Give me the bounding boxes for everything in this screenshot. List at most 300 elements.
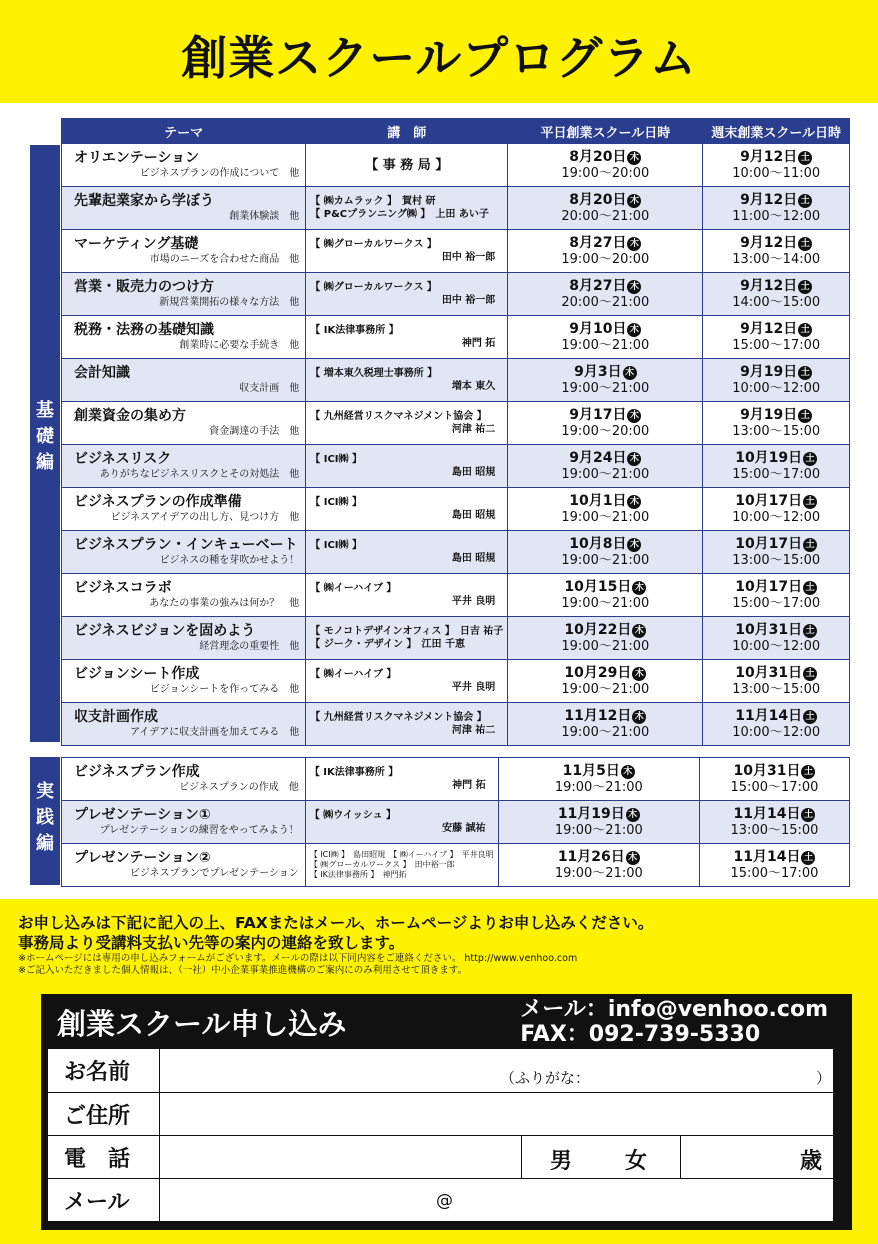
weekday-date: 10月22日 xyxy=(564,621,632,638)
weekday-cell xyxy=(508,445,703,488)
instructor-org: 【 九州経営リスクマネジメント協会 】 xyxy=(310,411,487,422)
theme-subtitle: ビジネスプランの作成 他 xyxy=(179,782,299,793)
weekend-cell xyxy=(703,574,850,617)
saturday-badge-icon: 土 xyxy=(801,851,815,865)
theme-cell xyxy=(62,445,306,488)
weekday-date: 8月27日 xyxy=(569,234,627,251)
weekend-time: 13:00～15:00 xyxy=(730,822,819,838)
weekend-cell xyxy=(703,144,850,187)
table-row xyxy=(62,660,850,703)
section-label-practice-char: 実 xyxy=(36,781,54,802)
theme-title: ビジネスプラン作成 xyxy=(74,764,200,780)
theme-title: 創業資金の集め方 xyxy=(74,408,186,424)
weekday-time: 20:00～21:00 xyxy=(561,208,650,224)
notice xyxy=(18,913,868,977)
weekend-cell xyxy=(699,844,849,887)
weekend-cell xyxy=(703,445,850,488)
theme-cell xyxy=(62,273,306,316)
weekend-time: 13:00～15:00 xyxy=(732,681,821,697)
name-label: お名前 xyxy=(48,1049,160,1092)
theme-cell xyxy=(62,531,306,574)
notice-line-1: お申し込みは下記に記入の上、FAXまたはメール、ホームページよりお申し込みください。 xyxy=(18,914,654,932)
instructor-cell xyxy=(306,531,508,574)
furigana-label: （ふりがな： xyxy=(500,1069,591,1087)
theme-subtitle: 収支計画 他 xyxy=(239,383,300,394)
weekend-date: 10月17日 xyxy=(735,578,803,595)
weekend-date: 9月19日 xyxy=(740,406,798,423)
instructor-cell xyxy=(306,230,508,273)
instructor-org: 【 ㈱カムラック 】 賀村 研 xyxy=(310,196,436,207)
table-row xyxy=(62,187,850,230)
weekend-date: 11月14日 xyxy=(733,805,801,822)
thursday-badge-icon: 木 xyxy=(627,194,641,208)
instructor-cell xyxy=(306,402,508,445)
instructor-org: 【 ICI㈱ 】 xyxy=(310,497,363,508)
theme-title: 収支計画作成 xyxy=(74,709,158,725)
thursday-badge-icon: 木 xyxy=(627,495,641,509)
theme-title: 営業・販売力のつけ方 xyxy=(74,279,214,295)
age-label: 歳 xyxy=(800,1149,823,1174)
weekend-cell xyxy=(703,187,850,230)
form-grid xyxy=(47,1048,834,1222)
saturday-badge-icon: 土 xyxy=(801,808,815,822)
weekday-cell xyxy=(508,230,703,273)
address-field[interactable] xyxy=(162,1093,832,1135)
weekday-date: 9月17日 xyxy=(569,406,627,423)
theme-cell xyxy=(62,844,306,887)
saturday-badge-icon: 土 xyxy=(798,409,812,423)
instructor-cell xyxy=(306,445,508,488)
saturday-badge-icon: 土 xyxy=(803,452,817,466)
theme-title: マーケティング基礎 xyxy=(74,236,199,252)
thursday-badge-icon: 木 xyxy=(627,452,641,466)
saturday-badge-icon: 土 xyxy=(803,581,817,595)
notice-line-3: ※ホームページには専用の申し込みフォームがございます。メールの際は以下同内容をご連絡ください。 http://www.venhoo.com xyxy=(18,953,578,964)
weekend-cell xyxy=(703,359,850,402)
instructor-org: 【 ㈱イーハイブ 】 xyxy=(310,669,397,680)
name-field[interactable] xyxy=(162,1049,832,1092)
section-label-practice xyxy=(30,757,60,885)
notice-line-2: 事務局より受講料支払い先等の案内の連絡を致します。 xyxy=(18,934,405,952)
instructor-name: 田中 裕一郎 xyxy=(441,252,496,263)
instructor-name: 増本 東久 xyxy=(451,381,496,392)
theme-cell xyxy=(62,144,306,187)
phone-field[interactable] xyxy=(162,1136,520,1178)
theme-cell xyxy=(62,758,306,801)
weekday-date: 8月20日 xyxy=(569,148,627,165)
notice-line-4: ※ご記入いただきました個人情報は、（一社）中小企業事業推進機構のご案内にのみ利用させて頂きます。 xyxy=(18,965,467,976)
weekend-date: 10月17日 xyxy=(735,535,803,552)
form-row-email xyxy=(48,1178,833,1222)
weekday-time: 19:00～21:00 xyxy=(554,779,643,795)
form-row-phone xyxy=(48,1135,833,1178)
weekday-time: 19:00～21:00 xyxy=(554,822,643,838)
age-field[interactable] xyxy=(682,1136,792,1178)
weekend-cell xyxy=(703,402,850,445)
section-label-basic-char: 基 xyxy=(36,400,54,421)
weekday-time: 19:00～21:00 xyxy=(561,595,650,611)
instructor-name: 島田 昭規 xyxy=(451,467,496,478)
weekday-cell xyxy=(508,359,703,402)
theme-subtitle: 創業時に必要な手続き 他 xyxy=(179,340,300,351)
instructor-cell xyxy=(305,801,498,844)
weekend-date: 9月19日 xyxy=(740,363,798,380)
instructor-name: 河津 祐二 xyxy=(451,725,496,736)
email-at: @ xyxy=(436,1191,453,1211)
instructor-cell xyxy=(306,187,508,230)
instructor-name: 安藤 誠祐 xyxy=(442,823,486,834)
instructor-cell xyxy=(306,359,508,402)
weekday-time: 20:00～21:00 xyxy=(561,294,650,310)
table-row xyxy=(62,445,850,488)
saturday-badge-icon: 土 xyxy=(798,237,812,251)
instructor-name: 神門 拓 xyxy=(452,780,486,791)
weekend-cell xyxy=(703,230,850,273)
weekday-time: 19:00～20:00 xyxy=(561,165,650,181)
header-weekday: 平日創業スクール日時 xyxy=(508,119,703,144)
weekday-date: 10月15日 xyxy=(564,578,632,595)
theme-cell xyxy=(62,359,306,402)
table-row xyxy=(62,531,850,574)
weekday-date: 10月8日 xyxy=(569,535,627,552)
weekend-cell xyxy=(703,617,850,660)
weekend-date: 11月14日 xyxy=(733,848,801,865)
weekend-time: 15:00～17:00 xyxy=(730,865,819,881)
weekday-time: 19:00～21:00 xyxy=(561,509,650,525)
thursday-badge-icon: 木 xyxy=(627,237,641,251)
table-row xyxy=(62,617,850,660)
table-header-row xyxy=(62,119,850,144)
table-row xyxy=(62,488,850,531)
saturday-badge-icon: 土 xyxy=(803,495,817,509)
weekday-date: 8月27日 xyxy=(569,277,627,294)
instructor-cell xyxy=(306,703,508,746)
weekend-time: 15:00～17:00 xyxy=(730,779,819,795)
weekday-date: 10月1日 xyxy=(569,492,627,509)
theme-cell xyxy=(62,230,306,273)
theme-subtitle: ビジネスアイデアの出し方、見つけ方 他 xyxy=(110,512,300,523)
weekday-cell xyxy=(498,758,699,801)
theme-subtitle: 市場のニーズを合わせた商品 他 xyxy=(149,254,300,265)
thursday-badge-icon: 木 xyxy=(627,538,641,552)
theme-subtitle: ビジネスプランの作成について 他 xyxy=(139,168,300,179)
thursday-badge-icon: 木 xyxy=(632,581,646,595)
instructor-cell xyxy=(306,574,508,617)
weekend-date: 11月14日 xyxy=(735,707,803,724)
header-weekend: 週末創業スクール日時 xyxy=(703,119,850,144)
theme-title: ビジネスプランの作成準備 xyxy=(74,494,242,510)
table-row xyxy=(62,316,850,359)
thursday-badge-icon: 木 xyxy=(621,765,635,779)
divider xyxy=(521,1136,522,1178)
weekend-date: 10月19日 xyxy=(735,449,803,466)
table-row xyxy=(62,844,850,887)
instructor-cell xyxy=(306,144,508,187)
weekday-time: 19:00～20:00 xyxy=(561,423,650,439)
instructor-org: 【 事 務 局 】 xyxy=(365,157,449,173)
weekday-time: 19:00～21:00 xyxy=(561,638,650,654)
weekday-time: 19:00～21:00 xyxy=(561,466,650,482)
thursday-badge-icon: 木 xyxy=(627,323,641,337)
theme-title: プレゼンテーション① xyxy=(74,807,211,823)
weekday-cell xyxy=(498,801,699,844)
schedule-table-practice xyxy=(61,757,850,887)
weekday-time: 19:00～21:00 xyxy=(561,380,650,396)
header xyxy=(0,0,878,103)
weekend-time: 13:00～15:00 xyxy=(732,423,821,439)
theme-subtitle: 経営理念の重要性 他 xyxy=(199,641,300,652)
saturday-badge-icon: 土 xyxy=(803,624,817,638)
weekend-date: 9月12日 xyxy=(740,234,798,251)
form-row-name xyxy=(48,1049,833,1092)
theme-title: 税務・法務の基礎知識 xyxy=(74,322,214,338)
weekday-time: 19:00～20:00 xyxy=(561,251,650,267)
thursday-badge-icon: 木 xyxy=(626,808,640,822)
table-row xyxy=(62,758,850,801)
weekday-date: 9月3日 xyxy=(574,363,622,380)
contact-mail: メール：info@venhoo.com xyxy=(520,997,828,1022)
weekday-date: 8月20日 xyxy=(569,191,627,208)
weekday-date: 11月19日 xyxy=(557,805,625,822)
theme-title: ビジネスコラボ xyxy=(74,580,172,596)
weekend-date: 9月12日 xyxy=(740,191,798,208)
saturday-badge-icon: 土 xyxy=(803,538,817,552)
instructor-name: 神門 拓 xyxy=(461,338,496,349)
application-form xyxy=(41,994,852,1230)
thursday-badge-icon: 木 xyxy=(627,151,641,165)
thursday-badge-icon: 木 xyxy=(632,624,646,638)
weekday-cell xyxy=(508,531,703,574)
saturday-badge-icon: 土 xyxy=(798,366,812,380)
instructor-org: 【 ㈱ウイッシュ 】 xyxy=(309,810,397,821)
table-row xyxy=(62,359,850,402)
thursday-badge-icon: 木 xyxy=(626,851,640,865)
theme-cell xyxy=(62,660,306,703)
weekend-cell xyxy=(703,660,850,703)
theme-subtitle: 創業体験談 他 xyxy=(229,211,300,222)
weekday-time: 19:00～21:00 xyxy=(561,681,650,697)
weekend-cell xyxy=(703,273,850,316)
instructor-name: 【 P&Cプランニング㈱ 】 上田 あい子 xyxy=(310,209,489,220)
gender-female[interactable]: 女 xyxy=(625,1149,648,1174)
weekday-cell xyxy=(508,273,703,316)
schedule-table-basic xyxy=(61,118,850,746)
weekend-date: 10月17日 xyxy=(735,492,803,509)
instructor-cell xyxy=(306,316,508,359)
email-label: メール xyxy=(48,1179,160,1222)
weekday-cell xyxy=(508,144,703,187)
theme-title: 先輩起業家から学ぼう xyxy=(74,193,214,209)
weekday-cell xyxy=(508,402,703,445)
theme-title: ビジネスリスク xyxy=(74,451,172,467)
instructor-name: 【 ジーク・デザイン 】 江田 千恵 xyxy=(310,639,466,650)
theme-title: 会計知識 xyxy=(74,365,130,381)
weekend-date: 10月31日 xyxy=(735,664,803,681)
weekday-time: 19:00～21:00 xyxy=(561,552,650,568)
theme-subtitle: ありがちなビジネスリスクとその対処法 他 xyxy=(99,469,300,480)
theme-title: ビジネスプラン・インキューベート xyxy=(74,537,298,553)
instructor-name: 島田 昭規 xyxy=(451,553,496,564)
weekday-cell xyxy=(508,574,703,617)
section-label-practice-char: 編 xyxy=(36,833,54,854)
theme-subtitle: プレゼンテーションの練習をやってみよう！ xyxy=(99,825,299,836)
weekday-cell xyxy=(508,703,703,746)
table-row xyxy=(62,230,850,273)
theme-subtitle: ビジネスプランでプレゼンテーション xyxy=(129,868,299,879)
theme-title: オリエンテーション xyxy=(74,150,200,166)
theme-subtitle: 資金調達の手法 他 xyxy=(209,426,300,437)
theme-cell xyxy=(62,402,306,445)
weekend-time: 13:00～15:00 xyxy=(732,552,821,568)
theme-cell xyxy=(62,187,306,230)
weekend-time: 10:00～12:00 xyxy=(732,638,821,654)
thursday-badge-icon: 木 xyxy=(632,710,646,724)
theme-title: プレゼンテーション② xyxy=(74,850,211,866)
address-label: ご住所 xyxy=(48,1093,160,1135)
table-row xyxy=(62,402,850,445)
weekday-time: 19:00～21:00 xyxy=(561,337,650,353)
weekday-cell xyxy=(508,488,703,531)
weekend-date: 10月31日 xyxy=(733,762,801,779)
theme-subtitle: ビジネスの種を芽吹かせよう！ xyxy=(159,555,300,566)
weekday-cell xyxy=(498,844,699,887)
instructor-org: 【 増本東久税理士事務所 】 xyxy=(310,368,438,379)
table-row xyxy=(62,801,850,844)
weekend-cell xyxy=(699,801,849,844)
section-label-basic xyxy=(30,145,60,742)
weekday-cell xyxy=(508,617,703,660)
saturday-badge-icon: 土 xyxy=(798,280,812,294)
weekend-time: 11:00～12:00 xyxy=(732,208,821,224)
weekday-date: 11月5日 xyxy=(562,762,620,779)
table-row xyxy=(62,273,850,316)
weekend-date: 9月12日 xyxy=(740,148,798,165)
instructor-org: 【 IK法律事務所 】 xyxy=(310,325,399,336)
saturday-badge-icon: 土 xyxy=(798,151,812,165)
weekend-cell xyxy=(703,316,850,359)
saturday-badge-icon: 土 xyxy=(803,710,817,724)
weekend-date: 10月31日 xyxy=(735,621,803,638)
weekend-time: 13:00～14:00 xyxy=(732,251,821,267)
form-title: 創業スクール申し込み xyxy=(57,1007,347,1041)
table-row xyxy=(62,574,850,617)
saturday-badge-icon: 土 xyxy=(798,323,812,337)
weekend-cell xyxy=(703,531,850,574)
instructor-org: 【 ICI㈱ 】 xyxy=(310,454,363,465)
contact-fax: FAX：092-739-5330 xyxy=(520,1022,761,1047)
section-label-practice-char: 践 xyxy=(36,807,54,828)
instructor-cell xyxy=(306,617,508,660)
weekday-cell xyxy=(508,316,703,359)
instructor-org: 【 ㈱グローカルワークス 】 xyxy=(310,239,437,250)
instructor-cell xyxy=(306,488,508,531)
weekend-cell xyxy=(703,488,850,531)
instructor-name: 田中 裕一郎 xyxy=(441,295,496,306)
instructor-org: 【 ICI㈱ 】 島田昭規 【 ㈱イーハイブ 】 平井良明 xyxy=(309,850,494,859)
instructor-cell xyxy=(305,844,498,887)
contact-info xyxy=(520,997,828,1047)
weekday-date: 11月12日 xyxy=(564,707,632,724)
instructor-cell xyxy=(306,660,508,703)
saturday-badge-icon: 土 xyxy=(801,765,815,779)
table-row xyxy=(62,144,850,187)
weekday-cell xyxy=(508,187,703,230)
weekend-time: 15:00～17:00 xyxy=(732,337,821,353)
theme-cell xyxy=(62,574,306,617)
weekend-date: 9月12日 xyxy=(740,320,798,337)
form-row-address xyxy=(48,1092,833,1135)
instructor-org: 【 ㈱グローカルワークス 】 田中裕一郎 xyxy=(309,860,455,869)
theme-cell xyxy=(62,316,306,359)
weekend-cell xyxy=(703,703,850,746)
table-row xyxy=(62,703,850,746)
section-label-basic-char: 編 xyxy=(36,452,54,473)
instructor-name: 平井 良明 xyxy=(451,596,496,607)
weekday-date: 10月29日 xyxy=(564,664,632,681)
instructor-cell xyxy=(306,273,508,316)
instructor-org: 【 IK法律事務所 】 xyxy=(309,767,399,778)
instructor-name: 島田 昭規 xyxy=(451,510,496,521)
instructor-org: 【 モノコトデザインオフィス 】 日吉 祐子 xyxy=(310,626,504,637)
weekday-date: 9月10日 xyxy=(569,320,627,337)
section-label-basic-char: 礎 xyxy=(36,426,54,447)
phone-label: 電 話 xyxy=(48,1136,160,1178)
header-theme: テーマ xyxy=(62,119,306,144)
weekend-time: 10:00～12:00 xyxy=(732,380,821,396)
instructor-name: 平井 良明 xyxy=(451,682,496,693)
divider xyxy=(680,1136,681,1178)
theme-title: ビジョンシート作成 xyxy=(74,666,200,682)
weekend-cell xyxy=(699,758,849,801)
weekend-time: 10:00～11:00 xyxy=(732,165,821,181)
thursday-badge-icon: 木 xyxy=(627,409,641,423)
weekday-date: 9月24日 xyxy=(569,449,627,466)
instructor-name: 河津 祐二 xyxy=(451,424,496,435)
instructor-org: 【 ㈱イーハイブ 】 xyxy=(310,583,397,594)
instructor-org: 【 ICI㈱ 】 xyxy=(310,540,363,551)
instructor-org: 【 九州経営リスクマネジメント協会 】 xyxy=(310,712,487,723)
header-instructor: 講 師 xyxy=(306,119,508,144)
theme-cell xyxy=(62,703,306,746)
theme-cell xyxy=(62,488,306,531)
saturday-badge-icon: 土 xyxy=(803,667,817,681)
weekday-time: 19:00～21:00 xyxy=(554,865,643,881)
instructor-cell xyxy=(305,758,498,801)
weekend-time: 14:00～15:00 xyxy=(732,294,821,310)
weekend-time: 15:00～17:00 xyxy=(732,466,821,482)
theme-subtitle: ビジョンシートを作ってみる 他 xyxy=(149,684,300,695)
theme-subtitle: アイデアに収支計画を加えてみる 他 xyxy=(130,727,300,738)
theme-subtitle: あなたの事業の強みは何か？ 他 xyxy=(149,598,300,609)
theme-subtitle: 新規営業開拓の様々な方法 他 xyxy=(159,297,300,308)
weekday-cell xyxy=(508,660,703,703)
thursday-badge-icon: 木 xyxy=(627,280,641,294)
theme-cell xyxy=(62,801,306,844)
thursday-badge-icon: 木 xyxy=(623,366,637,380)
weekend-time: 10:00～12:00 xyxy=(732,724,821,740)
weekend-time: 10:00～12:00 xyxy=(732,509,821,525)
weekday-date: 11月26日 xyxy=(557,848,625,865)
page-title: 創業スクールプログラム xyxy=(181,31,697,85)
saturday-badge-icon: 土 xyxy=(798,194,812,208)
theme-title: ビジネスビジョンを固めよう xyxy=(74,623,256,639)
gender-male[interactable]: 男 xyxy=(550,1149,573,1174)
email-field[interactable] xyxy=(162,1179,832,1222)
furigana-close: ） xyxy=(816,1069,832,1087)
instructor-org: 【 ㈱グローカルワークス 】 xyxy=(310,282,437,293)
weekend-time: 15:00～17:00 xyxy=(732,595,821,611)
theme-cell xyxy=(62,617,306,660)
